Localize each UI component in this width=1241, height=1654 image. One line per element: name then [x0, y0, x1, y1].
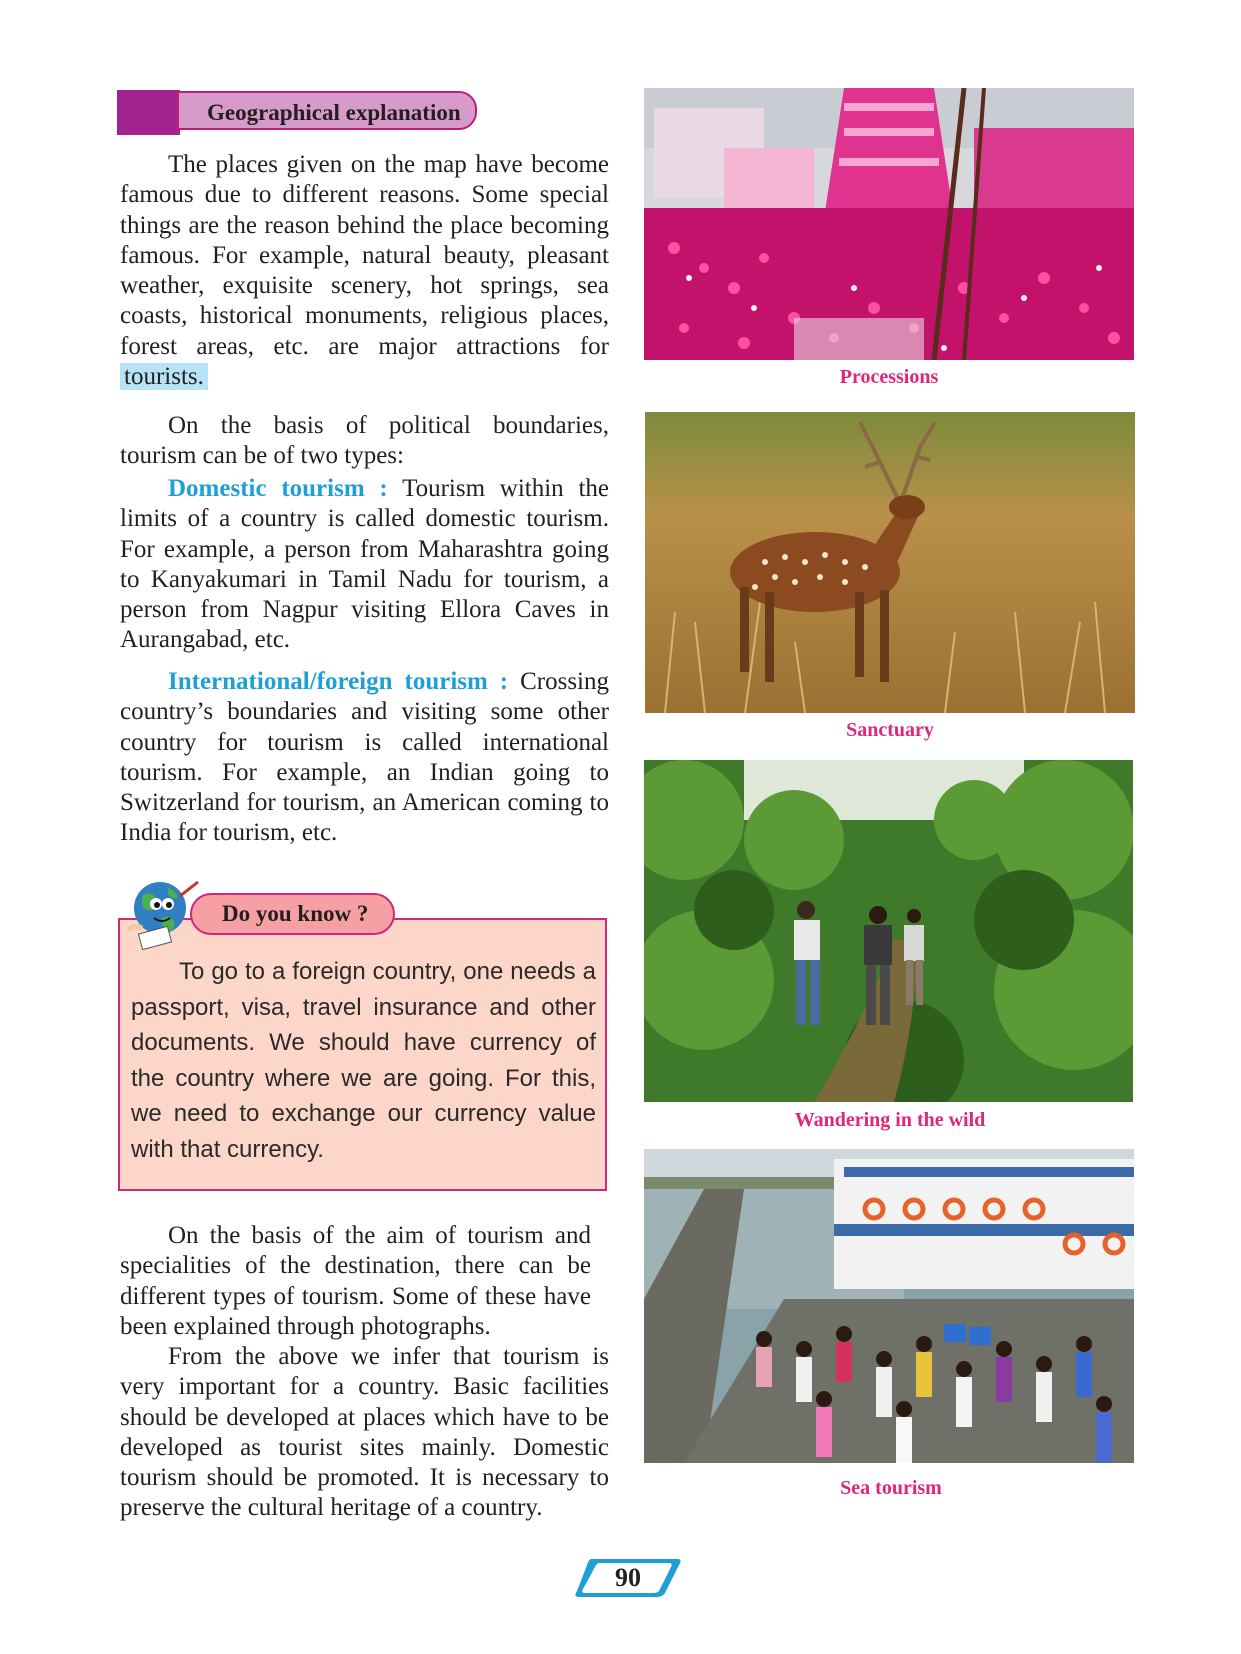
caption-processions: Processions	[839, 366, 939, 388]
do-you-know-text	[131, 954, 596, 1167]
paragraph-aims	[120, 1221, 591, 1342]
domestic-term: Domestic tourism :	[168, 475, 388, 502]
paragraph-intro	[120, 150, 609, 392]
do-you-know-title: Do you know ?	[190, 893, 395, 935]
forest-hikers-icon	[644, 760, 1133, 1102]
paragraph-conclusion-text: From the above we infer that tourism is very important for a country. Basic facilities should be developed at places which have to be developed as tourist sites mainly. Domestic tourism should be promoted. It is necessary to preserve the cultural heritage of a country.	[120, 1343, 609, 1522]
paragraph-conclusion	[120, 1342, 609, 1524]
heading-accent-bar	[117, 90, 180, 135]
paragraph-domestic	[120, 474, 609, 656]
paragraph-intro-text: The places given on the map have become famous due to different reasons. Some special things are the reason behind the place becoming famous. For example, natural beauty, pleasant weather, exquisite scenery, hot springs, sea coasts, historical monuments, religious places, forest areas, etc. are major attractions for	[120, 151, 609, 360]
international-text: Crossing country’s boundaries and visiting some other country for tourism is called international tourism. For example, an Indian going to Switzerland for tourism, an American coming to India for tourism, etc.	[120, 668, 609, 847]
section-heading-label: Geographical explanation	[177, 91, 477, 130]
boat-jetty-icon	[644, 1149, 1134, 1463]
highlighted-word: tourists.	[120, 363, 208, 390]
international-term: International/foreign tourism :	[168, 668, 509, 695]
page-number-badge	[573, 1557, 683, 1599]
procession-photo	[644, 88, 1134, 360]
deer-icon	[645, 412, 1135, 713]
section-heading	[117, 90, 483, 135]
do-you-know-body: To go to a foreign country, one needs a passport, visa, travel insurance and other documents. We should have currency of the country where we are going. For this, we need to exchange our currency value with that currency.	[131, 958, 596, 1163]
domestic-text: Tourism within the limits of a country is called domestic tourism. For example, a person from Maharashtra going to Kanyakumari in Tamil Nadu for tourism, a person from Nagpur visiting Ellora Caves in Aurangabad, etc.	[120, 475, 609, 654]
page-number: 90	[615, 1563, 641, 1592]
paragraph-international	[120, 667, 609, 849]
paragraph-aims-text: On the basis of the aim of tourism and specialities of the destination, there can be different types of tourism. Some of these have been explained through photographs.	[120, 1222, 591, 1340]
caption-sanctuary: Sanctuary	[846, 719, 934, 741]
wild-hiking-photo	[644, 760, 1133, 1102]
globe-mascot-icon	[118, 878, 210, 950]
caption-sea-tourism: Sea tourism	[840, 1477, 942, 1499]
paragraph-political-text: On the basis of political boundaries, tourism can be of two types:	[120, 412, 609, 470]
temple-procession-icon	[644, 88, 1134, 360]
sanctuary-photo	[645, 412, 1135, 713]
sea-tourism-photo	[644, 1149, 1134, 1463]
caption-wandering: Wandering in the wild	[794, 1109, 986, 1131]
paragraph-political	[120, 411, 609, 472]
